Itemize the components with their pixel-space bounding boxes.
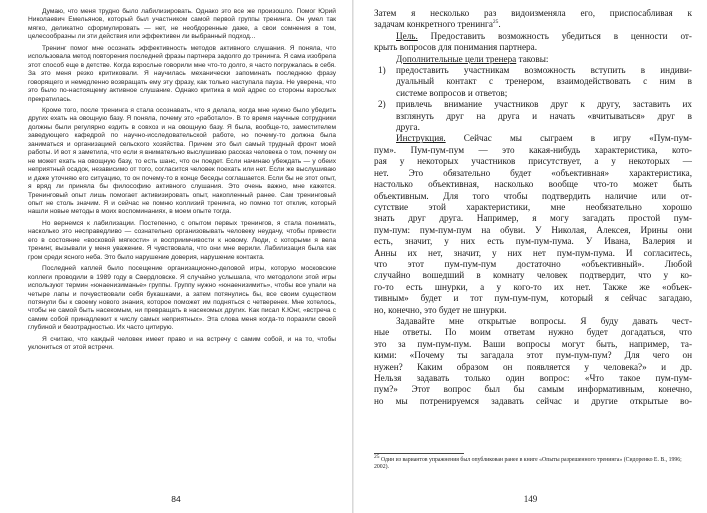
left-paragraph: Но вернемся к лабилизации. Постепенно, с опытом первых тренингов, я стала понимать, насколько это несправедливо — сознательно организовывать человеку неудачу, чтобы привести его в состояние «восковой мягкости» и восприимчивости к новому. Люди, с которыми я вела тренинг, вызывали у меня уважение. Я чувствовала, что они мне верили. Лабилизация была как гром среди ясного неба. Это было нарушение доверия, нарушение контакта. — [28, 219, 336, 261]
goal-line — [374, 31, 692, 42]
list-item-number: 2) — [378, 99, 386, 110]
paragraph-line: это за пум-пум-пум. Ваши вопросы могут быть, например, та- — [374, 338, 692, 349]
instruction-line: го-то есть шнурки, а у кого-то их нет. Также же «объек- — [374, 281, 692, 292]
left-paragraph: Думаю, что меня трудно было лабилизировать. Однако это все же произошло. Помог Юрий Николаевич Емельянов, который был участником самой первой группы тренинга. Он умел так мягко, деликатно сформулировать — нет, не необдоренные даже, а свои сомнения в том, целесообразны ли эти действия или эффективен ли выбранный подход... — [28, 8, 336, 41]
footnote-ref: 25 — [492, 19, 499, 26]
instruction-line: Анны их нет, значит, у них нет пум-пум-пума. И согласитесь, — [374, 247, 692, 258]
extra-goals-suffix: таковы: — [516, 53, 549, 64]
left-page — [0, 0, 352, 513]
instruction-text: Сейчас мы сыграем в игру «Пум-пум- — [445, 133, 692, 144]
instruction-line: рая у некоторых участников присутствует, а у некоторых — — [374, 156, 692, 167]
left-paragraph: Тренинг помог мне осознать эффективность методов активного слушания. Я поняла, что использовала метод повторения последней фразы партнера задолго до тренинга. Я сама изобрела этот способ еще в детстве. Когда взрослые говорили мне что-то долго, я часто погружалась в себя. За это меня резко критиковали. Я научилась механически запоминать последнюю фразу говорящего и немедленно возвращать ему эту фразу, как только наступала пауза. Не уверена, что это было по-настоящему активное слушание. Однако критика в мой адрес со стороны взрослых прекратилась. — [28, 44, 336, 103]
list-item-line: предоставить участникам возможность вступить в индиви- — [396, 65, 692, 76]
goal-label: Цель. — [396, 30, 418, 41]
footnote-text: Один из вариантов упражнения был опубликован ранее в книге «Опыты разрешенного тренинга» (Сидоренко Е. В., 1996; 2002). — [374, 457, 682, 471]
instruction-label: Инструкция. — [396, 133, 446, 144]
footnote — [374, 453, 692, 471]
list-item-line: системе вопросов и ответов; — [396, 87, 508, 98]
goal-line-2: крыть вопросов для понимания партнера. — [374, 42, 537, 53]
right-intro-text: задачам конкретного тренинга — [374, 19, 493, 30]
list-item-line: друга. — [396, 122, 420, 133]
extra-goals-heading — [374, 54, 692, 65]
instruction-line: сутствие этой характеристики, мне необязательно хорошо — [374, 201, 692, 212]
instruction-line: тивным» будет и тот пум-пум-пум, который я сейчас загадаю, — [374, 293, 692, 304]
list-item-line: взглянуть друг на друга и начать «вчитываться» друг в — [396, 110, 692, 121]
left-paragraph: Последней каплей было посещение организационно-деловой игры, которую московские коллеги проводили в 1989 году в Свердловске. Я случайно услышала, что методологи этой игры используют термин «юнаенизиманье» группы. Группу нужно «юнаенизимить», чтобы все упали на четыре лапы и почувствовали себя букашками, а затем потянулись бы, все своим существом потянули бы к своему нового знания, которое поможет им подняться с четверенек. Мне хотелось, чтобы не самой быть насекомым, ни превращать в насекомых других. Как писал К.Юнг, «встреча с самим собой принадлежит к числу самых неприятных». Эта слова меня когда-то поразили своей глубиной и безотрадностью. Их часто цитирую. — [28, 265, 336, 332]
paragraph-line: нужен? Каким образом он появляется у человека?» и др. — [374, 361, 692, 372]
footnote-number: 25 — [374, 454, 380, 461]
instruction-line: пум». Пум-пум-пум — это какая-нибудь характеристика, кото- — [374, 144, 692, 155]
right-intro-line: Затем я несколько раз видоизменяла его, приспосабливая к — [374, 8, 692, 18]
right-page-number: 149 — [523, 494, 538, 504]
footnote-rule — [374, 453, 464, 454]
left-paragraph: Я считаю, что каждый человек имеет право и на встречу с самим собой, и на то, чтобы уклониться от этой встречи. — [28, 335, 336, 352]
paragraph-line: ные ответы. По моим ответам нужно будет догадаться, что — [374, 327, 692, 338]
instruction-line: но, конечно, это будет не шнурки. — [374, 304, 507, 315]
paragraph-line: Нельзя задавать только один вопрос: «Что такое пум-пум- — [374, 373, 692, 383]
instruction-line: настолько объективная, насколько вообще что-то может быть — [374, 179, 692, 190]
paragraph-line: пум?» Этот вопрос был бы самым информативным, конечно, — [374, 384, 692, 395]
paragraph-line: кими: «Почему ты загадала этот пум-пум-пум? Для чего он — [374, 350, 692, 361]
right-page — [354, 0, 707, 513]
goal-text: Предоставить возможность убедиться в ценности от- — [417, 30, 692, 41]
instruction-line: есть, значит, у них есть пум-пум-пума. У Ивана, Валерия и — [374, 236, 692, 247]
instruction-line — [374, 133, 692, 144]
extra-goals-label: Дополнительные цели тренера — [396, 53, 517, 64]
instruction-line: что этот пум-пум-пум достаточно «объективный». Любой — [374, 258, 692, 269]
goals-list-item — [374, 65, 692, 99]
list-item-line: привлечь внимание участников друг к другу, заставить их — [396, 99, 692, 110]
list-item-number: 1) — [378, 65, 386, 76]
right-page-text — [374, 8, 692, 407]
instruction-line: случайно вошедший в комнату человек подтвердит, что у ко- — [374, 270, 692, 281]
instruction-line: нет. Это обязательно будет «объективная» характеристика, — [374, 167, 692, 178]
paragraph-line: но мы потренируемся задавать сейчас и другие открытые во- — [374, 395, 692, 406]
left-paragraph: Кроме того, после тренинга я стала осознавать, что я делала, когда мне нужно было убедить других ехать на овощную базу. Я поняла, почему это «работало». В то время научные сотрудники должны были регулярно ездить в совхоз и на овощную базу. Я была, вообще-то, заместителем заведующего кафедрой по научно-исследовательской работе, но почему-то должна была заниматься и организацией сельского хозяйства. Причем это был самый трудный фронт моей работы. И вот я заметила, что если я внимательно выслушиваю рассказ человека о том, почему он не может ехать на овощную базу, то есть шанс, что он поедет. Если начинаю убеждать — у обеих неприятный осадок, независимо от того, согласится человек поехать или нет. Если же выслушиваю и даже уточняю его ситуацию, то он почему-то в конце беседы соглашается. Если бы не этот опыт, я вряд ли приняла бы философию активного слушания. Это очень важно, мне кажется. Тренинговый опыт лишь помогает активизировать опыт, накопленный ранее. Сам тренинговый опыт не столь значим. Я и сейчас не помню коллизий тренинга, но помню тот отклик, который нашли новые методы в моих воспоминаниях, в моем опыте тогда. — [28, 106, 336, 216]
paragraph-line: Задавайте мне открытые вопросы. Я буду давать чест- — [396, 315, 692, 326]
left-page-text — [28, 8, 336, 353]
left-page-number: 84 — [171, 494, 181, 504]
right-intro-line-2: задачам конкретного тренинга$^{25}$. — [374, 19, 501, 30]
instruction-line: знать друг друга. Например, я могу загадать простой пум- — [374, 213, 692, 224]
list-item-line: дуальный контакт с тренером, взаимодействовать с ним в — [396, 76, 692, 87]
goals-list-item — [374, 99, 692, 133]
instruction-line: пум-пум: пум-пум-пум на обуви. У Николая, Алексея, Ирины они — [374, 224, 692, 235]
goals-list — [374, 65, 692, 133]
instruction-line: объективным. Для того чтобы подтвердить наличие или от- — [374, 190, 692, 201]
